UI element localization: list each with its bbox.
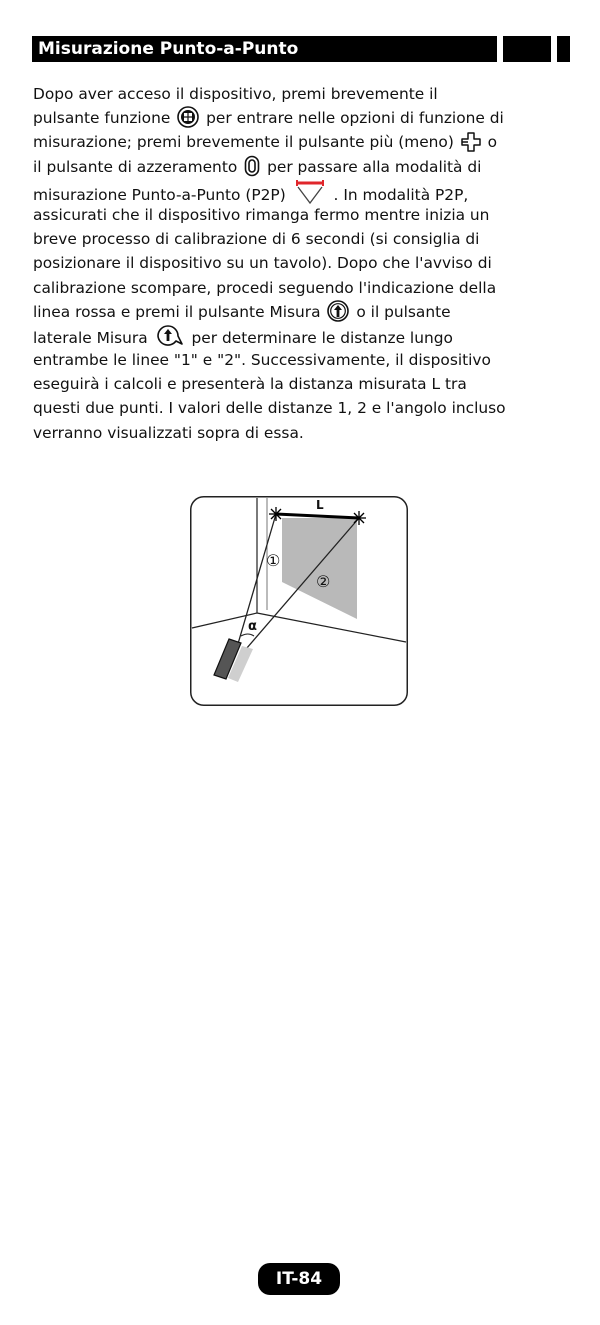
p2p-measurement-diagram <box>190 496 408 706</box>
instruction-paragraph <box>33 82 573 445</box>
text-span: per passare alla modalità di <box>267 157 482 176</box>
label-1: ① <box>266 551 281 570</box>
text-line: assicurati che il dispositivo rimanga fermo mentre inizia un <box>33 205 490 224</box>
text-line: eseguirà i calcoli e presenterà la distanza misurata L tra <box>33 375 467 394</box>
text-span: misurazione; premi brevemente il pulsante più (meno) <box>33 133 454 152</box>
text-line <box>33 155 573 179</box>
page-number-badge: IT-84 <box>258 1263 340 1295</box>
text-span: o il pulsante <box>356 302 451 321</box>
target-point-2 <box>352 511 366 525</box>
text-span: pulsante funzione <box>33 109 171 128</box>
text-span: o <box>487 133 498 152</box>
text-span: per entrare nelle opzioni di funzione di <box>206 109 504 128</box>
text-line <box>33 106 573 130</box>
text-span: misurazione Punto-a-Punto (P2P) <box>33 185 286 204</box>
text-line: breve processo di calibrazione di 6 secondi (si consiglia di <box>33 230 480 249</box>
text-line <box>33 130 573 154</box>
text-span: per determinare le distanze lungo <box>191 328 453 347</box>
text-line: verranno visualizzati sopra di essa. <box>33 423 304 442</box>
text-line: calibrazione scompare, procedi seguendo l'indicazione della <box>33 278 497 297</box>
target-point-1 <box>269 507 283 521</box>
text-span: laterale Misura <box>33 328 148 347</box>
text-line: entrambe le linee "1" e "2". Successivamente, il dispositivo <box>33 351 491 370</box>
text-line: posizionare il dispositivo su un tavolo). Dopo che l'avviso di <box>33 254 492 273</box>
text-line <box>33 324 573 348</box>
label-2: ② <box>316 572 331 591</box>
section-title: Misurazione Punto-a-Punto <box>32 36 497 62</box>
header-decor-bar <box>557 36 570 62</box>
header-decor-block <box>503 36 551 62</box>
label-alpha: α <box>248 619 257 634</box>
text-span: . In modalità P2P, <box>333 185 469 204</box>
text-line <box>33 179 573 203</box>
text-line <box>33 300 573 324</box>
text-span: il pulsante di azzeramento <box>33 157 238 176</box>
text-line: Dopo aver acceso il dispositivo, premi brevemente il <box>33 85 438 103</box>
text-line: questi due punti. I valori delle distanze 1, 2 e l'angolo incluso <box>33 399 506 418</box>
text-span: linea rossa e premi il pulsante Misura <box>33 302 321 321</box>
label-L: L <box>316 498 324 512</box>
